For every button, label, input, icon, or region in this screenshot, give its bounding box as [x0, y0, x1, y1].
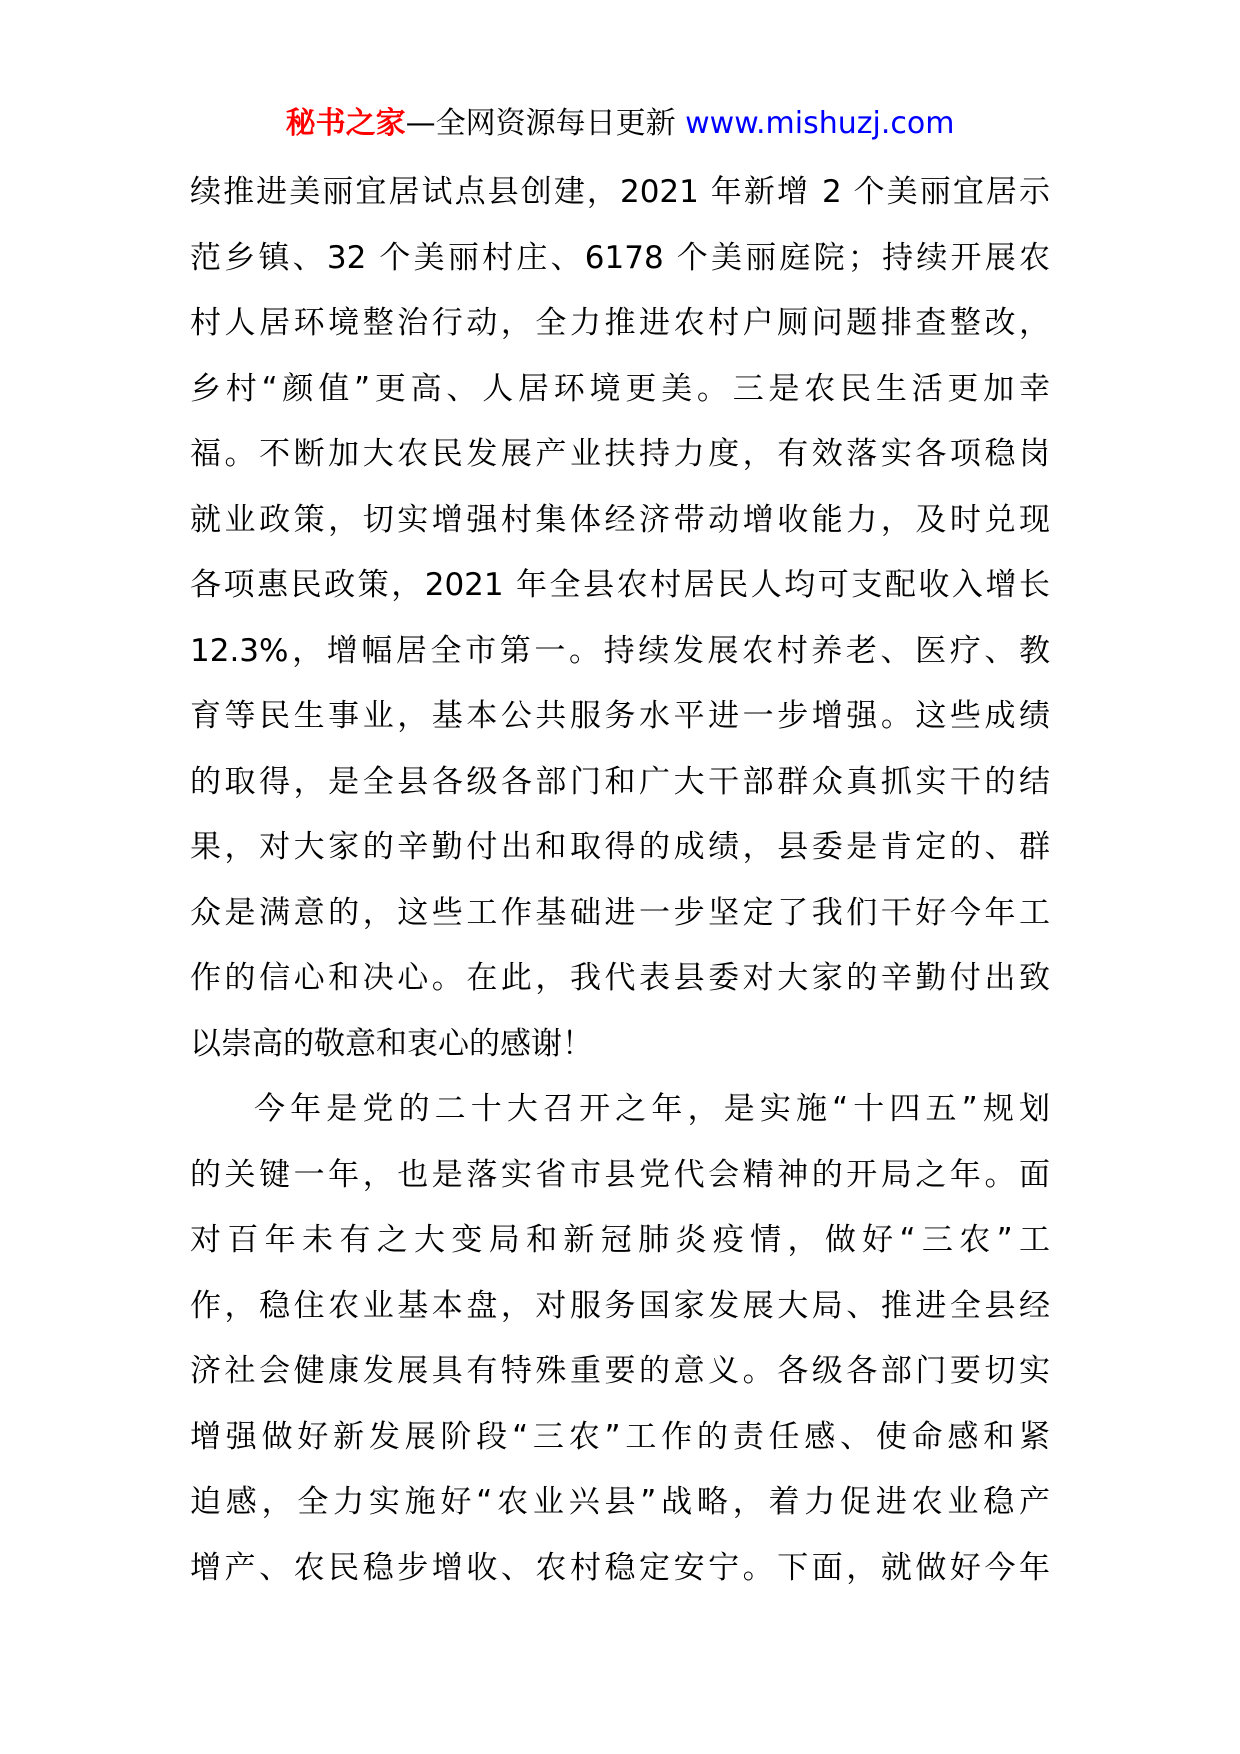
document-body: [190, 160, 1050, 1601]
text-line: 果，对大家的辛勤付出和取得的成绩，县委是肯定的、群: [190, 829, 1050, 865]
site-url[interactable]: www.mishuzj.com: [685, 106, 955, 141]
text-line: 各项惠民政策，2021 年全县农村居民人均可支配收入增长: [190, 567, 1050, 603]
paragraph-end-line: 以崇高的敬意和衷心的感谢！: [190, 1025, 593, 1062]
text-line: 的关键一年，也是落实省市县党代会精神的开局之年。面: [190, 1156, 1050, 1193]
header-tagline: —全网资源每日更新: [405, 106, 686, 141]
brand-name: 秘书之家: [285, 106, 406, 141]
text-line: 续推进美丽宜居试点县创建，2021 年新增 2 个美丽宜居示: [190, 174, 1050, 210]
text-line: 福。不断加大农民发展产业扶持力度，有效落实各项稳岗: [190, 436, 1050, 472]
text-line: 作，稳住农业基本盘，对服务国家发展大局、推进全县经: [190, 1287, 1050, 1324]
text-line: 济社会健康发展具有特殊重要的意义。各级各部门要切实: [190, 1353, 1050, 1389]
text-line: 育等民生事业，基本公共服务水平进一步增强。这些成绩: [190, 698, 1050, 734]
text-line: 范乡镇、32 个美丽村庄、6178 个美丽庭院；持续开展农: [190, 239, 1050, 276]
paragraph-start-line: 今年是党的二十大召开之年，是实施“十四五”规划: [254, 1091, 1050, 1127]
text-line: 增强做好新发展阶段“三农”工作的责任感、使命感和紧: [190, 1418, 1050, 1455]
site-header: [0, 104, 1240, 144]
text-line: 的取得，是全县各级各部门和广大干部群众真抓实干的结: [190, 763, 1050, 800]
text-line: 对百年未有之大变局和新冠肺炎疫情，做好“三农”工: [190, 1222, 1050, 1258]
text-line: 乡村“颜值”更高、人居环境更美。三是农民生活更加幸: [190, 370, 1050, 407]
text-line: 增产、农民稳步增收、农村稳定安宁。下面，就做好今年: [190, 1549, 1050, 1586]
text-line: 迫感，全力实施好“农业兴县”战略，着力促进农业稳产: [190, 1484, 1050, 1520]
text-line: 就业政策，切实增强村集体经济带动增收能力，及时兑现: [190, 501, 1050, 538]
text-line: 村人居环境整治行动，全力推进农村户厕问题排查整改，: [190, 305, 1050, 341]
text-line: 众是满意的，这些工作基础进一步坚定了我们干好今年工: [190, 894, 1050, 931]
text-line: 12.3%，增幅居全市第一。持续发展农村养老、医疗、教: [190, 632, 1050, 669]
text-line: 作的信心和决心。在此，我代表县委对大家的辛勤付出致: [190, 960, 1050, 996]
